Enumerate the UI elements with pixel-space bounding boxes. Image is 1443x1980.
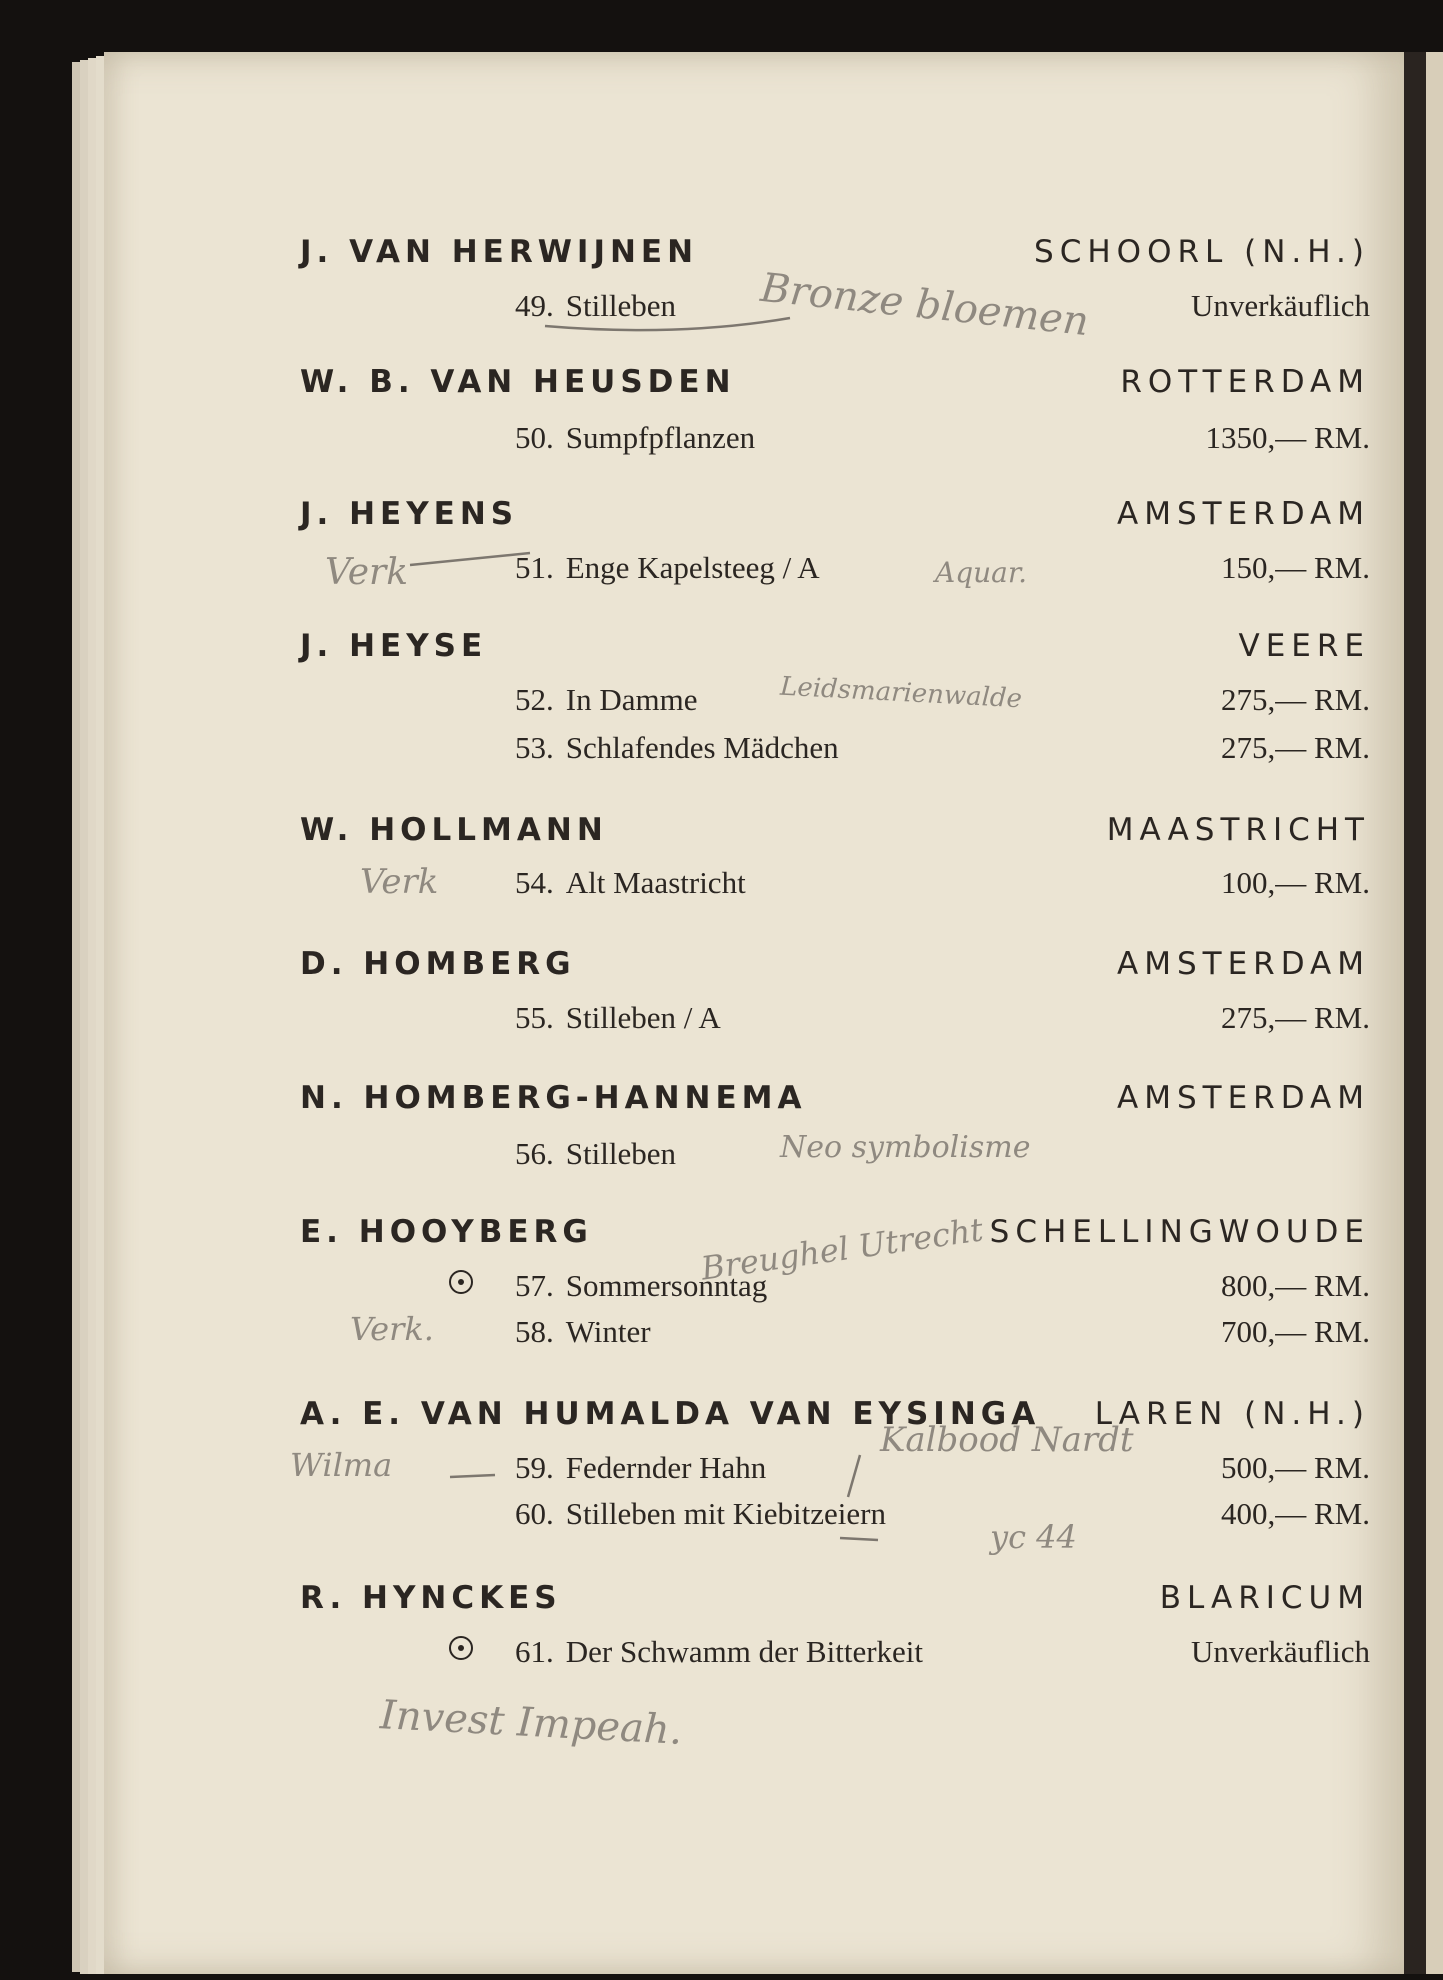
work-number: 54. <box>515 865 554 900</box>
work-number: 59. <box>515 1450 554 1485</box>
work-number: 58. <box>515 1314 554 1349</box>
work-title: Winter <box>565 1314 651 1349</box>
artist-name: W. HOLLMANN <box>300 812 608 848</box>
pencil-note: yc 44 <box>990 1518 1077 1556</box>
pencil-note: Aquar. <box>935 556 1028 589</box>
pencil-note: Verk <box>360 862 439 902</box>
work-price: 275,— RM. <box>1221 1000 1370 1035</box>
work-title: Schlafendes Mädchen <box>565 730 839 765</box>
artist-name: E. HOOYBERG <box>300 1214 593 1250</box>
work-number: 60. <box>515 1496 554 1531</box>
pencil-note: Wilma <box>290 1446 393 1484</box>
work-number: 56. <box>515 1136 554 1171</box>
work-number: 53. <box>515 730 554 765</box>
pencil-note: Bronze bloemen <box>758 264 1091 346</box>
artist-city: AMSTERDAM <box>1117 946 1370 982</box>
pencil-note: Neo symbolisme <box>780 1130 1031 1165</box>
artist-city: VEERE <box>1238 628 1370 664</box>
work-price: 150,— RM. <box>1221 550 1370 585</box>
pencil-note: Breughel Utrecht <box>698 1210 986 1288</box>
pencil-note: Verk. <box>350 1310 434 1348</box>
work-title: Federnder Hahn <box>565 1450 767 1485</box>
artist-city: AMSTERDAM <box>1117 1080 1370 1116</box>
pencil-note: Leidsmarienwalde <box>779 671 1023 715</box>
work-title: Alt Maastricht <box>565 865 746 900</box>
pencil-note: Kalbood Nardt <box>880 1420 1134 1460</box>
work-title: Sommersonntag <box>565 1268 768 1303</box>
work-number: 51. <box>515 550 554 585</box>
artist-name: N. HOMBERG-HANNEMA <box>300 1080 807 1116</box>
work-number: 61. <box>515 1634 554 1669</box>
artist-name: J. HEYENS <box>300 496 519 532</box>
work-price: Unverkäuflich <box>1190 288 1370 323</box>
artist-city: ROTTERDAM <box>1120 364 1370 400</box>
artist-city: LAREN (N.H.) <box>1094 1396 1370 1432</box>
work-title: Stilleben <box>565 1136 676 1171</box>
artist-city: AMSTERDAM <box>1117 496 1370 532</box>
work-number: 49. <box>515 288 554 323</box>
work-price: 100,— RM. <box>1221 865 1370 900</box>
artist-city: BLARICUM <box>1159 1580 1370 1616</box>
artist-name: J. VAN HERWIJNEN <box>300 234 699 270</box>
work-number: 52. <box>515 682 554 717</box>
work-title: Der Schwamm der Bitterkeit <box>565 1634 924 1669</box>
work-price: 1350,— RM. <box>1205 420 1370 455</box>
work-title: Stilleben mit Kiebitzeiern <box>565 1496 886 1531</box>
work-price: 275,— RM. <box>1221 730 1370 765</box>
pencil-note: Verk <box>325 552 409 593</box>
pencil-note: Invest Impeah. <box>379 1692 684 1754</box>
work-title: In Damme <box>565 682 698 717</box>
work-price: Unverkäuflich <box>1190 1634 1370 1669</box>
artist-city: SCHOORL (N.H.) <box>1034 234 1370 270</box>
work-price: 800,— RM. <box>1221 1268 1370 1303</box>
work-title: Sumpfpflanzen <box>565 420 756 455</box>
artist-name: J. HEYSE <box>300 628 488 664</box>
work-title: Stilleben <box>565 288 676 323</box>
artist-name: A. E. VAN HUMALDA VAN EYSINGA <box>300 1396 1041 1432</box>
work-number: 50. <box>515 420 554 455</box>
work-price: 400,— RM. <box>1221 1496 1370 1531</box>
work-number: 57. <box>515 1268 554 1303</box>
artist-name: R. HYNCKES <box>300 1580 562 1616</box>
work-price: 700,— RM. <box>1221 1314 1370 1349</box>
artist-name: D. HOMBERG <box>300 946 576 982</box>
work-price: 500,— RM. <box>1221 1450 1370 1485</box>
artist-city: SCHELLINGWOUDE <box>989 1214 1370 1250</box>
artist-name: W. B. VAN HEUSDEN <box>300 364 736 400</box>
work-number: 55. <box>515 1000 554 1035</box>
work-price: 275,— RM. <box>1221 682 1370 717</box>
artist-city: MAASTRICHT <box>1106 812 1370 848</box>
work-title: Enge Kapelsteeg / A <box>565 550 820 585</box>
work-title: Stilleben / A <box>565 1000 721 1035</box>
